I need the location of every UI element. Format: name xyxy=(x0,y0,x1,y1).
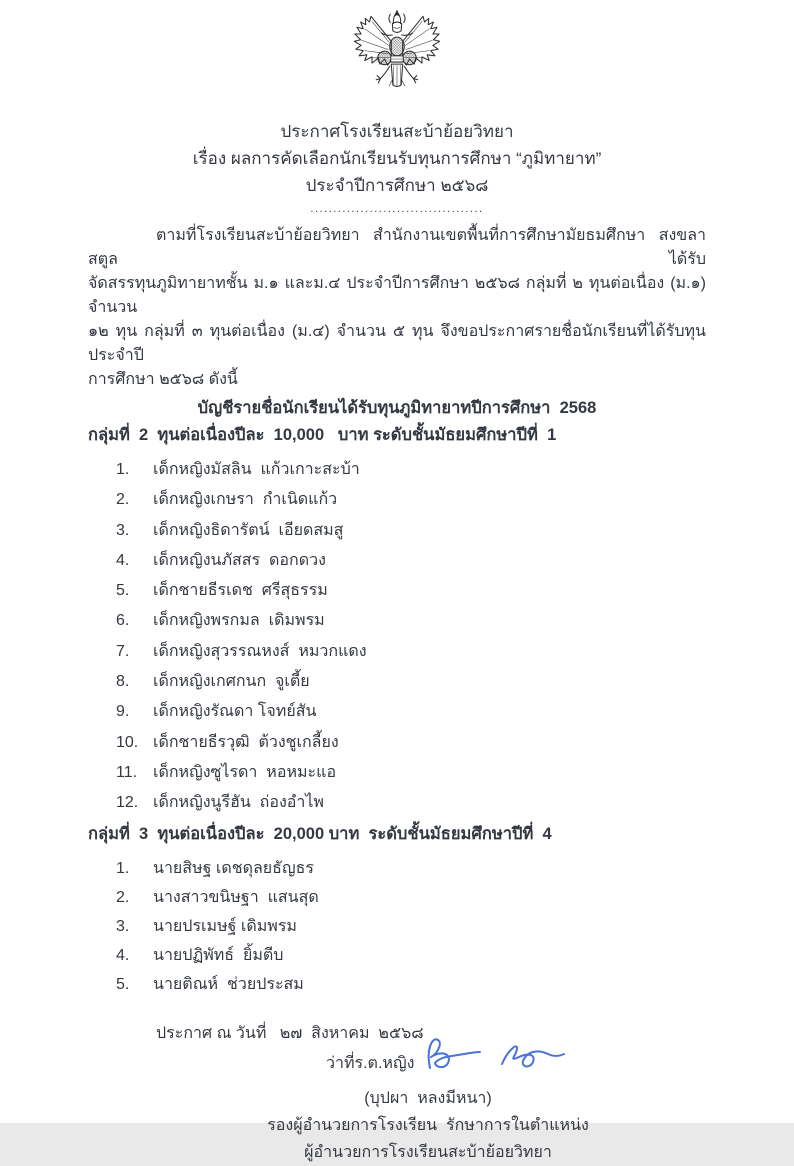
list-item xyxy=(88,455,706,485)
signatory-title-line: รองผู้อำนวยการโรงเรียน รักษาการในตำแหน่ง xyxy=(267,1116,589,1134)
student-name: เด็กชายธีรวุฒิ ต้วงชูเกลี้ยง xyxy=(153,733,339,751)
list-item xyxy=(88,606,706,636)
list-item-number: 5. xyxy=(116,582,130,600)
list-item xyxy=(88,546,706,576)
signatory-block xyxy=(248,1085,608,1166)
signatory-titles xyxy=(248,1112,608,1166)
list-item-number: 5. xyxy=(116,976,130,994)
student-name: เด็กหญิงนภัสสร ดอกดวง xyxy=(153,551,326,569)
signatory-rank-row xyxy=(326,1052,706,1076)
list-item xyxy=(88,728,706,758)
student-name: นายปรเมษฐ์ เดิมพรม xyxy=(153,917,297,935)
student-name: เด็กหญิงนูรีฮัน ถ่องอำไพ xyxy=(153,794,324,812)
list-item-number: 9. xyxy=(116,703,130,721)
list-item xyxy=(88,516,706,546)
paragraph-line: ตามที่โรงเรียนสะบ้าย้อยวิทยา สำนักงานเขตพื้นที่การศึกษามัยธมศึกษา สงขลา สตูล ได้รับ xyxy=(88,227,706,268)
signature-image xyxy=(424,1030,574,1085)
scholarship-groups xyxy=(88,422,706,1000)
list-item-number: 12. xyxy=(116,794,139,812)
list-item xyxy=(88,637,706,667)
student-name: เด็กหญิงเกษรา กำเนิดแก้ว xyxy=(153,491,338,509)
paragraph-line: การศึกษา ๒๕๖๘ ดังนี้ xyxy=(88,371,238,388)
title-block xyxy=(88,118,706,199)
title-line-2: เรื่อง ผลการคัดเลือกนักเรียนรับทุนการศึกษา “ภูมิทายาท” xyxy=(192,149,602,168)
signatory-name: (บุปผา หลงมีหนา) xyxy=(364,1089,492,1107)
emblem-area xyxy=(0,0,794,116)
list-title: บัญชีรายชื่อนักเรียนได้รับทุนภูมิทายาทปีการศึกษา 2568 xyxy=(197,399,597,417)
list-item-number: 2. xyxy=(116,888,130,906)
student-name: เด็กหญิงสุวรรณหงส์ หมวกแดง xyxy=(153,642,367,660)
list-item-number: 11. xyxy=(116,763,138,781)
list-item-number: 2. xyxy=(116,491,130,509)
list-item xyxy=(88,758,706,788)
list-item-number: 1. xyxy=(116,461,130,478)
student-name: เด็กหญิงมัสลิน แก้วเกาะสะบ้า xyxy=(153,461,360,478)
list-item-number: 8. xyxy=(116,673,130,691)
title-line-3: ประจำปีการศึกษา ๒๕๖๘ xyxy=(305,176,489,195)
announcement-date: ประกาศ ณ วันที่ ๒๗ สิงหาคม ๒๕๖๘ xyxy=(156,1024,424,1042)
list-item xyxy=(88,576,706,606)
list-item xyxy=(88,854,706,883)
list-item xyxy=(88,667,706,697)
student-name: เด็กหญิงซูไรดา หอหมะแอ xyxy=(153,763,337,781)
list-item xyxy=(88,970,706,999)
student-name: เด็กหญิงพรกมล เดิมพรม xyxy=(153,612,325,630)
list-item xyxy=(88,883,706,912)
student-name: นายติณห์ ช่วยประสม xyxy=(153,976,304,994)
title-line-1: ประกาศโรงเรียนสะบ้าย้อยวิทยา xyxy=(280,122,514,141)
paragraph-line: ๑๒ ทุน กลุ่มที่ ๓ ทุนต่อเนื่อง (ม.๔) จำนวน ๕ ทุน จึงขอประกาศรายชื่อนักเรียนที่ได้รับทุน ประจำปี xyxy=(88,323,706,364)
list-item-number: 3. xyxy=(116,917,130,935)
list-item xyxy=(88,941,706,970)
student-name: เด็กหญิงธิดารัตน์ เอียดสมสู xyxy=(153,521,344,539)
list-item xyxy=(88,485,706,515)
student-name: นายสิษฐ เดชดุลยธัญธร xyxy=(153,859,314,877)
list-item-number: 1. xyxy=(116,859,130,877)
list-item xyxy=(88,788,706,818)
list-item-number: 3. xyxy=(116,521,130,539)
student-name: เด็กหญิงเกศกนก จูเตี้ย xyxy=(153,673,310,691)
student-name: นายปฏิพัทธ์ ยิ้มตีบ xyxy=(153,947,284,965)
list-item-number: 4. xyxy=(116,947,130,965)
signatory-rank: ว่าที่ร.ต.หญิง xyxy=(326,1054,415,1072)
student-name: เด็กหญิงรัณดา โจทย์สัน xyxy=(153,703,317,721)
dotted-separator: ...................................... xyxy=(310,203,484,215)
group-header: กลุ่มที่ 2 ทุนต่อเนื่องปีละ 10,000 บาท ระดับชั้นมัธยมศึกษาปีที่ 1 xyxy=(88,426,557,444)
student-list xyxy=(88,854,706,1000)
garuda-emblem xyxy=(338,8,456,112)
group-header: กลุ่มที่ 3 ทุนต่อเนื่องปีละ 20,000 บาท ระดับชั้นมัธยมศึกษาปีที่ 4 xyxy=(88,824,552,843)
paragraph-line: จัดสรรทุนภูมิทายาทชั้น ม.๑ และม.๔ ประจำปีการศึกษา ๒๕๖๘ กลุ่มที่ ๒ ทุนต่อเนื่อง (ม.๑) จำนวน xyxy=(88,275,706,316)
list-item xyxy=(88,697,706,727)
list-item-number: 6. xyxy=(116,612,130,630)
list-item-number: 4. xyxy=(116,551,130,569)
list-item-number: 7. xyxy=(116,642,130,660)
student-list xyxy=(88,455,706,819)
body-paragraph xyxy=(88,224,706,392)
list-item xyxy=(88,912,706,941)
signatory-title-line: ผู้อำนวยการโรงเรียนสะบ้าย้อยวิทยา xyxy=(304,1143,552,1161)
student-name: นางสาวขนิษฐา แสนสุด xyxy=(153,888,319,906)
list-item-number: 10. xyxy=(116,733,139,751)
student-name: เด็กชายธีรเดช ศรีสุธรรม xyxy=(153,582,328,600)
